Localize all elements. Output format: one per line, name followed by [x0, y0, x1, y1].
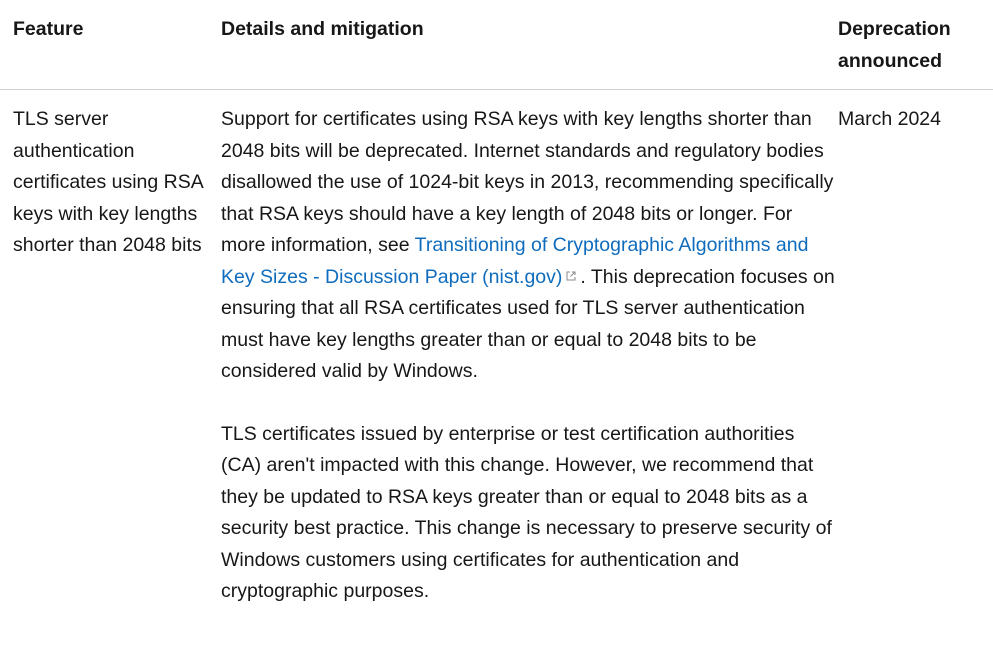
nist-discussion-paper-link[interactable]: Transitioning of Cryptographic Algorithms and Key Sizes - Discussion Paper (nist.gov) — [221, 234, 809, 288]
cell-feature: TLS server authentication certificates using RSA keys with key lengths shorter than 2048 bits — [13, 108, 203, 256]
table-header-row — [0, 0, 993, 90]
cell-deprecation: March 2024 — [838, 108, 941, 130]
external-link-icon — [566, 271, 576, 281]
details-text-before-link: Support for certificates using RSA keys with key lengths shorter than 2048 bits will be deprecated. Internet standards and regulatory bodies disallowed the use of 1024-bit keys in 2013, recommending specifically that RSA keys should have a key length of 2048 bits or longer. For more information, see — [221, 108, 834, 256]
header-feature: Feature — [0, 0, 221, 90]
details-paragraph-1 — [221, 104, 838, 388]
details-paragraph-2: TLS certificates issued by enterprise or test certification authorities (CA) aren't impacted with this change. However, we recommend that they be updated to RSA keys greater than or equal to 2048 bits as a security best practice. This change is necessary to preserve security of Windows customers using certificates for authentication and cryptographic purposes. — [221, 422, 832, 602]
header-deprecation: Deprecation announced — [838, 0, 993, 90]
table-row — [0, 90, 993, 608]
cell-details — [221, 90, 838, 608]
header-details: Details and mitigation — [221, 0, 838, 90]
details-text-after-link: . This deprecation focuses on ensuring that all RSA certificates used for TLS server authentication must have key lengths greater than or equal to 2048 bits to be considered valid by Windows. — [221, 265, 835, 382]
